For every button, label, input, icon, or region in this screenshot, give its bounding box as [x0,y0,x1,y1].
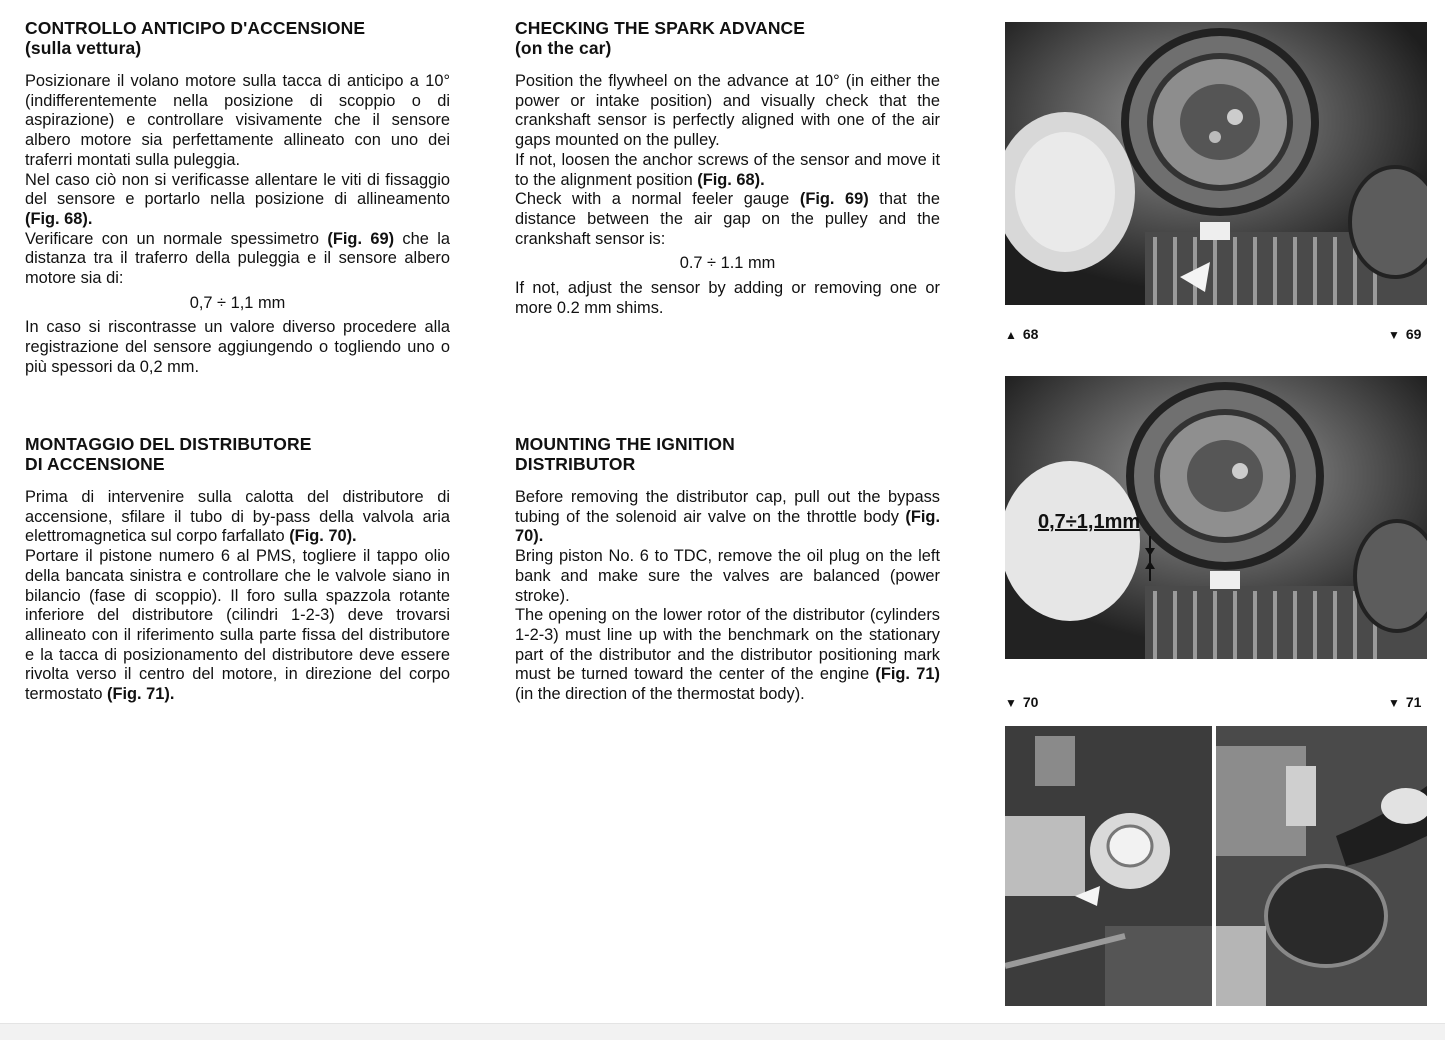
paragraph: Nel caso ciò non si verificasse allentare le viti di fissaggio del sensore e portarlo nella posizione di allineamento (Fig. 68). [25,170,450,228]
figure-reference: (Fig. 70). [289,527,357,546]
paragraph: If not, loosen the anchor screws of the sensor and move it to the alignment position (Fig. 68). [515,150,940,189]
figure-69-caption: ▼ 69 [1388,326,1422,342]
measurement-value: 0.7 ÷ 1.1 mm [679,254,776,273]
engine-pulley-image [1005,22,1427,305]
figure-reference: (Fig. 69) [799,190,869,209]
bypass-tube-image [1216,726,1427,1006]
section-spark-advance-it [25,18,450,378]
section-body [25,488,450,705]
up-triangle-icon: ▲ [1005,328,1017,342]
gap-measurement-annotation: 0,7÷1,1mm [1038,511,1141,533]
down-triangle-icon: ▼ [1388,328,1400,342]
page-bottom-bar [0,1023,1445,1040]
section-distributor-en [515,434,940,705]
paragraph: If not, adjust the sensor by adding or removing one or more 0.2 mm shims. [515,279,940,317]
paragraph: Prima di intervenire sulla calotta del distributore di accensione, sfilare il tubo di by-pass della valvola aria elettromagnetica sul corpo farfallato (Fig. 70). [25,488,450,546]
distributor-cap-image [1005,726,1212,1006]
figure-68-caption: ▲ 68 [1005,326,1039,342]
section-body [515,72,940,318]
paragraph: In caso si riscontrasse un valore diverso procedere alla registrazione del sensore aggiungendo o togliendo uno o più spessori da 0,2 mm. [25,318,450,376]
section-spark-advance-en [515,18,940,318]
measurement-value: 0,7 ÷ 1,1 mm [189,293,286,312]
paragraph: Check with a normal feeler gauge (Fig. 69) that the distance between the air gap on the pulley and the crankshaft sensor is: [515,190,940,248]
down-triangle-icon: ▼ [1388,696,1400,710]
figure-71-photo [1216,726,1427,1006]
paragraph: Portare il pistone numero 6 al PMS, togliere il tappo olio della bancata sinistra e controllare che le valvole siano in bilancio (fase di scoppio). Il foro sulla spazzola rotante inferiore del distributore (cilindri 1-2-3) deve trovarsi allineato con il riferimento sulla parte fissa del distributore e la tacca di posizionamento del distributore deve essere rivolta verso il centro del motore, in direzione del corpo termostato (Fig. 71). [25,547,450,704]
figure-70-photo [1005,726,1212,1006]
figure-reference: (Fig. 71). [107,685,175,704]
section-heading: CONTROLLO ANTICIPO D'ACCENSIONE (sulla vettura) [25,18,366,58]
section-body [515,488,940,705]
section-distributor-it [25,434,450,705]
paragraph: Verificare con un normale spessimetro (Fig. 69) che la distanza tra il traferro della puleggia e il sensore albero motore sia di: [25,229,450,288]
figure-70-caption: ▼ 70 [1005,694,1039,710]
paragraph: Posizionare il volano motore sulla tacca di anticipo a 10° (indifferentemente nella posizione di scoppio o di aspirazione) e controllare visivamente che il sensore albero motore sia perfettamente allineato con uno dei traferri montati sulla puleggia. [25,72,450,169]
figure-reference: (Fig. 68). [697,170,765,189]
paragraph: Bring piston No. 6 to TDC, remove the oil plug on the left bank and make sure the valves are balanced (power stroke). [515,547,940,605]
section-heading: MONTAGGIO DEL DISTRIBUTORE DI ACCENSIONE [25,434,312,474]
figure-reference: (Fig. 70). [515,507,940,546]
paragraph: The opening on the lower rotor of the distributor (cylinders 1-2-3) must line up with the benchmark on the stationary part of the distributor and the distributor positioning mark must be turned toward the center of the engine (Fig. 71) (in the direction of the thermostat body). [515,606,940,704]
figure-68-photo [1005,22,1427,305]
figure-71-caption: ▼ 71 [1388,694,1422,710]
section-heading: CHECKING THE SPARK ADVANCE (on the car) [515,18,806,58]
paragraph: Position the flywheel on the advance at 10° (in either the power or intake position) and visually check that the crankshaft sensor is perfectly aligned with one of the air gaps mounted on the pulley. [515,72,940,150]
figure-69-photo [1005,376,1427,659]
section-body [25,72,450,378]
figure-reference: (Fig. 68). [25,209,93,228]
down-triangle-icon: ▼ [1005,696,1017,710]
figure-reference: (Fig. 69) [327,229,395,248]
paragraph: Before removing the distributor cap, pull out the bypass tubing of the solenoid air valve on the throttle body (Fig. 70). [515,488,940,546]
figure-reference: (Fig. 71) [875,665,940,684]
section-heading: MOUNTING THE IGNITION DISTRIBUTOR [515,434,735,474]
